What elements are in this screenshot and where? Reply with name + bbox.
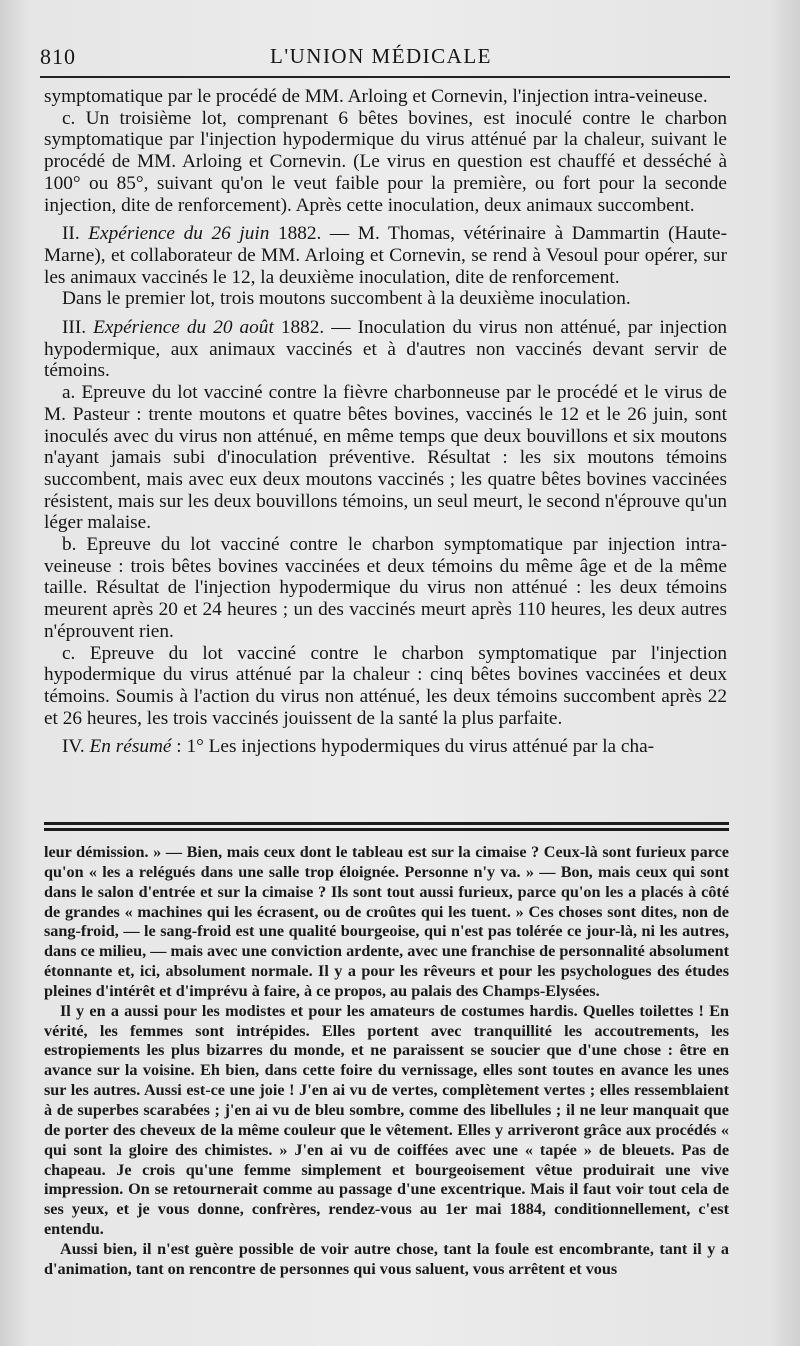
section-title: En résumé xyxy=(89,736,172,758)
section-number: IV. xyxy=(62,736,85,758)
paragraph: Il y en a aussi pour les modistes et pour les amateurs de costumes hardis. Quelles toilettes ! En vérité, les femmes sont intrépides. Elles portent avec tranquillité les accoutrements, les estropiements les plus bizarres du monde, et ne paraissent se soucier que d'une chose : être en avance sur la voisine. Eh bien, dans cette foire du vernissage, elles sont toutes en avance les unes sur les autres. Aussi est-ce une joie ! J'en ai vu de vertes, complètement vertes ; elles ressemblaient à de superbes scarabées ; j'en ai vu de bleu sombre, comme des libellules ; il ne leur manquait que de porter des cheveux de la même couleur que le vêtement. Elles y arriveront grâce aux procédés « qui sont la gloire des chimistes. » J'en ai vu de coiffées avec une « tapée » de bleuets. Pas de chapeau. Je crois qu'une femme simplement et bourgeoisement vêtue produirait une vive impression. On se retournerait comme au passage d'une excentrique. Mais il faut voir tout cela de ses yeux, et je vous donne, confrères, rendez-vous au 1er mai 1884, conditionnellement, c'est entendu. xyxy=(44,1001,729,1239)
paragraph: Dans le premier lot, trois moutons succombent à la deuxième inoculation. xyxy=(62,288,631,310)
paragraph: c. Epreuve du lot vacciné contre le charbon symptomatique par l'injection hypodermique du virus atténué par la chaleur : cinq bêtes bovines vaccinées et deux témoins. Soumis à l'action du virus non atténué, les deux témoins succombent après 22 et 26 heures, les trois vaccinés jouissent de la santé la plus parfaite. xyxy=(44,642,727,729)
section-body: 1882. — M. Thomas, vétérinaire à Dammartin (Haute-Marne), et collaborateur de MM. Arloing et Cornevin, se rend à Vesoul pour opérer, sur les animaux vaccinés le 12, la deuxième inoculation, dite de renforcement. xyxy=(44,223,728,288)
paragraph: symptomatique par le procédé de MM. Arloing et Cornevin, l'injection intra-veineuse. xyxy=(44,86,708,107)
section-body: : 1° Les injections hypodermiques du virus atténué par la cha- xyxy=(176,736,655,758)
paragraph: c. Un troisième lot, comprenant 6 bêtes bovines, est inoculé contre le charbon symptomatique par l'injection hypodermique du virus atténué par la chaleur, suivant le procédé de MM. Arloing et Cornevin. (Le virus en question est chauffé et desséché à 100° ou 85°, suivant qu'on le veut faible pour la première, ou fort pour la seconde injection, dite de renforcement). Après cette inoculation, deux animaux succombent. xyxy=(44,107,727,216)
paragraph: b. Epreuve du lot vacciné contre le charbon symptomatique par injection intra-veineuse : trois bêtes bovines vaccinées et deux témoins du même âge et de la même taille. Résultat de l'injection hypodermique du virus non atténué : les deux témoins meurent après 20 et 24 heures ; un des vaccinés meurt après 110 heures, les deux autres n'éprouvent rien. xyxy=(44,534,727,642)
journal-title: L'UNION MÉDICALE xyxy=(270,44,493,68)
section-number: III. xyxy=(62,317,87,339)
section-title: Expérience du 20 août xyxy=(93,317,274,339)
section-paragraph xyxy=(44,223,727,288)
section-paragraph xyxy=(44,317,727,382)
paragraph: a. Epreuve du lot vacciné contre la fièvre charbonneuse par le procédé et le virus de M. Pasteur : trente moutons et quatre bêtes bovines, vaccinés le 12 et le 26 juin, sont inoculés avec du virus non atténué, en même temps que deux bouvillons et six moutons n'ayant jamais subi d'inoculation préventive. Résultat : les six moutons témoins succombent, mais avec eux deux moutons vaccinés ; les quatre bêtes bovines vaccinées résistent, mais sur les deux bouvillons témoins, un seul meurt, le second n'éprouve qu'un léger malaise. xyxy=(44,382,727,534)
section-number: II. xyxy=(62,223,80,245)
paragraph: leur démission. » — Bien, mais ceux dont le tableau est sur la cimaise ? Ceux-là sont furieux parce qu'on « les a relégués dans une salle trop éloignée. Personne n'y va. » — Bon, mais ceux qui sont dans le salon d'entrée et sur la cimaise ? Ils sont tout aussi furieux, parce qu'on les a placés à côté de grandes « machines qui les écrasent, ou de croûtes qui les tuent. » Ces choses sont dites, non de sang-froid, — le sang-froid est une qualité bourgeoise, qui n'est pas tolérée ce jour-là, ni les autres, dans ce milieu, — mais avec une conviction ardente, avec une franchise de personnalité absolument étonnante et, ici, absolument normale. Il y a pour les rêveurs et pour les psychologues des études pleines d'intérêt et d'imprévu à faire, à ce propos, au palais des Champs-Elysées. xyxy=(44,843,729,1000)
section-paragraph xyxy=(44,736,727,758)
running-header xyxy=(40,44,730,72)
main-article xyxy=(44,86,727,758)
feuilleton-column xyxy=(44,843,729,1280)
header-rule xyxy=(40,76,730,78)
section-body: 1882. — Inoculation du virus non atténué, par injection hypodermique, aux animaux vaccinés et à d'autres non vaccinés devant servir de témoins. xyxy=(44,317,727,382)
paragraph: Aussi bien, il n'est guère possible de voir autre chose, tant la foule est encombrante, tant il y a d'animation, tant on rencontre de personnes qui vous saluent, vous arrêtent et vous xyxy=(44,1239,729,1278)
section-title: Expérience du 26 juin xyxy=(88,223,270,245)
feuilleton-divider xyxy=(44,822,729,831)
page-number: 810 xyxy=(40,44,76,69)
